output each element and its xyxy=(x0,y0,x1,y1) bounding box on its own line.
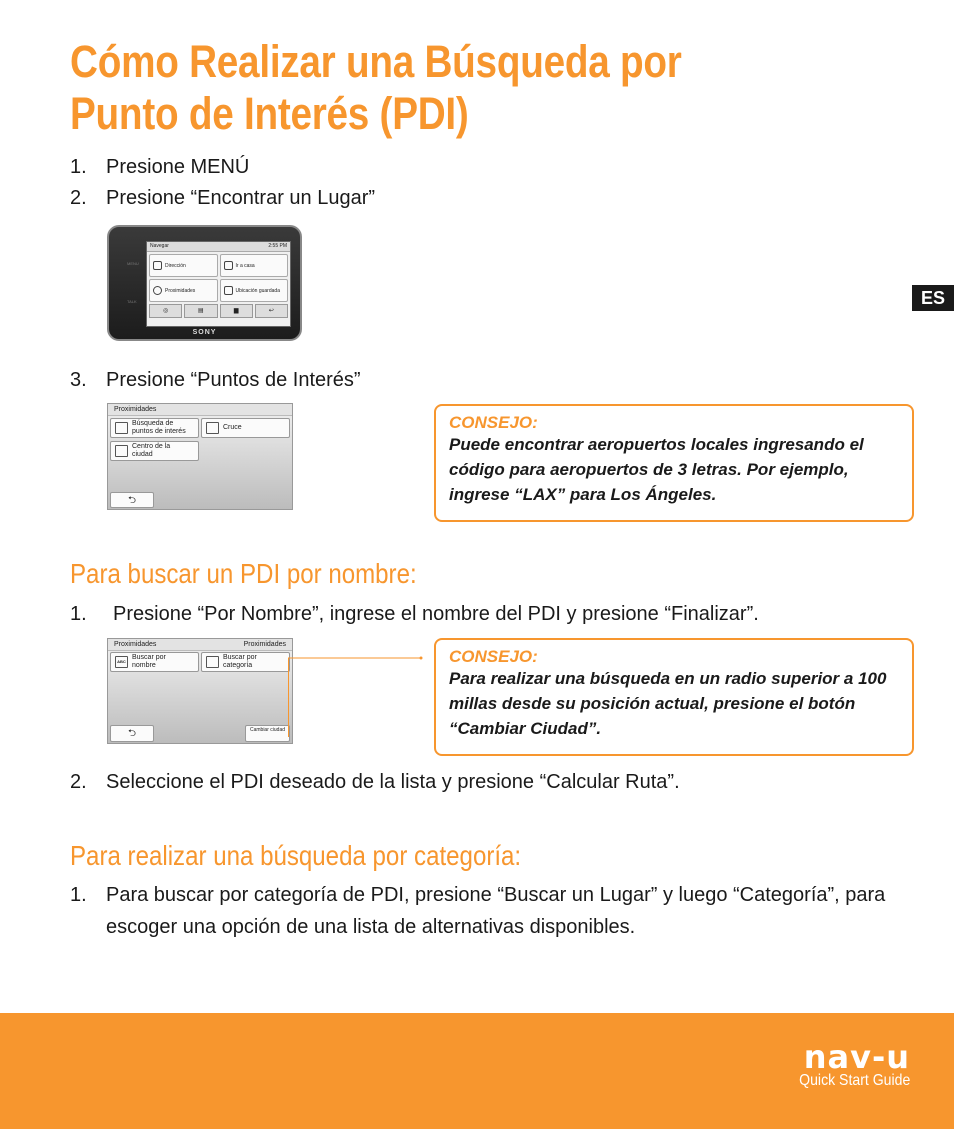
step-text: Presione “Encontrar un Lugar” xyxy=(106,187,376,209)
step-2 xyxy=(70,185,375,211)
device-side-label: MENU xyxy=(127,261,139,266)
category-step-1 xyxy=(70,879,890,943)
search-by-category-button[interactable] xyxy=(201,652,290,672)
device-button-ir-a-casa[interactable] xyxy=(220,254,289,277)
step-number: 1. xyxy=(70,884,87,906)
device-status-time: 2:55 PM xyxy=(268,243,287,249)
device-side-label: TALK xyxy=(127,299,137,304)
poi-search-button[interactable] xyxy=(110,418,199,438)
tip-title: CONSEJO: xyxy=(449,647,538,666)
device-list-button[interactable]: ▤ xyxy=(184,304,217,318)
poi-screen-bar xyxy=(108,404,292,416)
name-back-button[interactable]: ⮌ xyxy=(110,725,154,742)
footer-subtitle: Quick Start Guide xyxy=(798,1072,910,1089)
device-button-label: Ubicación guardada xyxy=(235,287,280,294)
device-menu-grid xyxy=(147,252,290,304)
nav-u-logo: nav-u xyxy=(803,1038,910,1076)
step-3 xyxy=(70,367,361,393)
device-button-label: Ir a casa xyxy=(235,262,255,269)
cruce-button[interactable] xyxy=(201,418,290,438)
device-screen xyxy=(146,241,291,327)
device-button-label: Dirección xyxy=(165,262,186,269)
section-heading-by-category: Para realizar una búsqueda por categoría: xyxy=(70,840,522,871)
device-toolbox-button[interactable]: ▆ xyxy=(220,304,253,318)
poi-button-label: Cruce xyxy=(223,424,242,431)
name-button-label: Buscar por categoría xyxy=(223,654,257,669)
section-heading-by-name: Para buscar un PDI por nombre: xyxy=(70,558,417,589)
name-screen-title-right: Proximidades xyxy=(243,641,286,648)
device-button-direccion[interactable] xyxy=(149,254,218,277)
step-number: 3. xyxy=(70,369,87,391)
tip-box-airports xyxy=(434,404,914,522)
pencil-icon xyxy=(153,261,162,270)
buildings-icon xyxy=(206,656,219,668)
name-button-label: Buscar por nombre xyxy=(132,654,166,669)
device-illustration xyxy=(107,225,302,341)
device-back-button[interactable]: ↩ xyxy=(255,304,288,318)
magnifier-icon xyxy=(153,286,162,295)
device-button-ubicacion-guardada[interactable] xyxy=(220,279,289,302)
step-text: Presione “Por Nombre”, ingrese el nombre del PDI y presione “Finalizar”. xyxy=(113,603,759,625)
poi-screen-title: Proximidades xyxy=(114,406,157,413)
step-number: 1. xyxy=(70,156,87,178)
name-screen xyxy=(107,638,293,744)
name-screen-bar xyxy=(108,639,292,651)
name-screen-title-left: Proximidades xyxy=(114,641,157,648)
book-icon xyxy=(224,286,233,295)
city-center-button[interactable] xyxy=(110,441,199,461)
callout-connector xyxy=(288,656,423,739)
step-text: Para buscar por categoría de PDI, presione “Buscar un Lugar” y luego “Categoría”, para escoger una opción de una lista de alternativas disponibles. xyxy=(106,884,886,938)
device-status-bar xyxy=(147,242,290,252)
poi-back-button[interactable]: ⮌ xyxy=(110,492,154,508)
name-step-2 xyxy=(70,769,680,795)
page-title-line-2: Punto de Interés (PDI) xyxy=(70,88,469,139)
page-title xyxy=(70,36,682,140)
step-number: 2. xyxy=(70,771,87,793)
tip-title: CONSEJO: xyxy=(449,413,538,432)
city-icon xyxy=(115,445,128,457)
tip-body: Puede encontrar aeropuertos locales ingresando el código para aeropuertos de 3 letras. Por ejemplo, ingrese “LAX” para Los Ángeles. xyxy=(449,435,864,504)
intersection-icon xyxy=(206,422,219,434)
change-city-button[interactable]: Cambiar ciudad xyxy=(245,725,290,742)
name-step-1 xyxy=(70,601,759,627)
search-by-name-button[interactable] xyxy=(110,652,199,672)
step-text: Seleccione el PDI deseado de la lista y presione “Calcular Ruta”. xyxy=(106,771,680,793)
step-text: Presione MENÚ xyxy=(106,156,250,178)
abc-icon: ABC xyxy=(115,656,128,668)
step-text: Presione “Puntos de Interés” xyxy=(106,369,361,391)
home-icon xyxy=(224,261,233,270)
poi-screen xyxy=(107,403,293,510)
device-button-proximidades[interactable] xyxy=(149,279,218,302)
step-1 xyxy=(70,154,249,180)
buildings-icon xyxy=(115,422,128,434)
tip-box-change-city xyxy=(434,638,914,756)
device-bottom-bar xyxy=(147,304,290,318)
device-button-label: Proximidades xyxy=(165,287,196,294)
step-number: 1. xyxy=(70,603,87,625)
device-status-title: Navegar xyxy=(150,243,169,249)
page-title-line-1: Cómo Realizar una Búsqueda por xyxy=(70,36,682,87)
poi-button-label: Búsqueda de puntos de interés xyxy=(132,420,186,435)
step-number: 2. xyxy=(70,187,87,209)
device-compass-button[interactable]: ◎ xyxy=(149,304,182,318)
tip-body: Para realizar una búsqueda en un radio superior a 100 millas desde su posición actual, presione el botón “Cambiar Ciudad”. xyxy=(449,669,887,738)
poi-button-label: Centro de la ciudad xyxy=(132,443,171,458)
device-brand-logo: SONY xyxy=(192,329,217,336)
language-tab: ES xyxy=(912,285,954,311)
